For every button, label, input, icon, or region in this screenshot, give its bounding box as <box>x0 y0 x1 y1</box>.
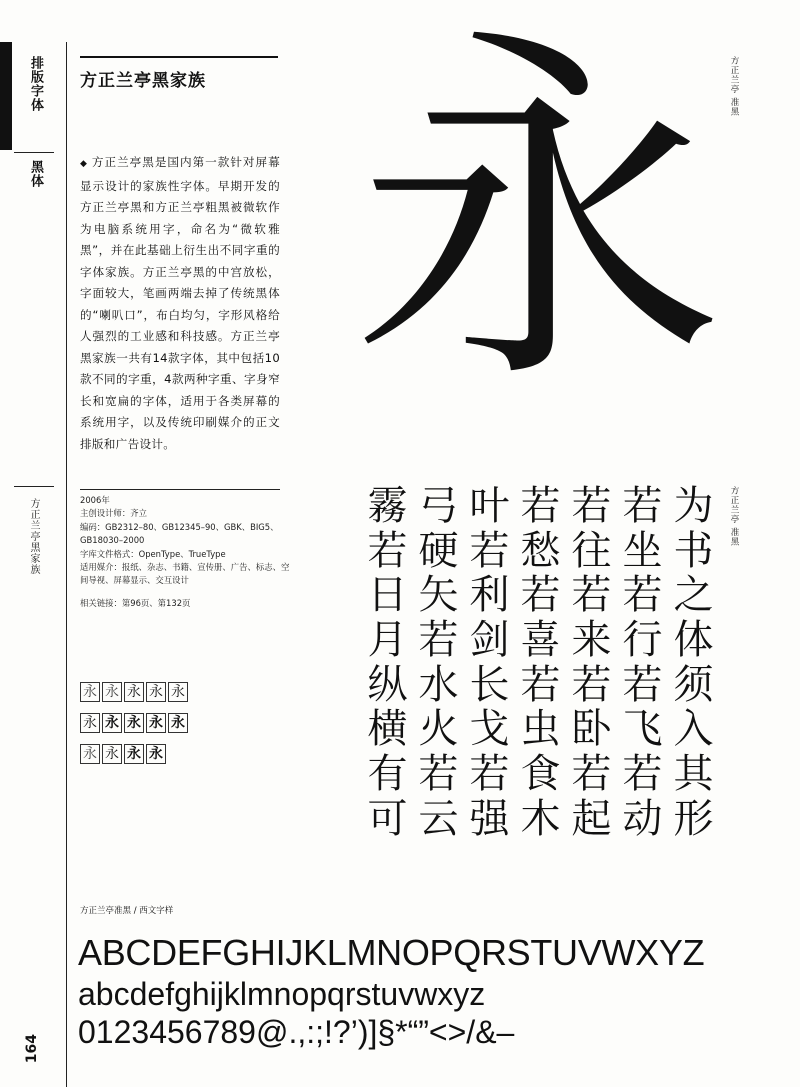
margin-rule <box>66 42 67 1087</box>
character-grid <box>362 484 719 842</box>
weight-sample-char: 永 <box>146 713 166 733</box>
grid-char: 若 <box>418 751 459 798</box>
font-caption: 方正兰亭 准黑 <box>729 56 739 117</box>
grid-char: 愁 <box>520 527 561 574</box>
grid-char: 入 <box>673 706 714 753</box>
title-rule <box>80 56 278 58</box>
grid-char: 叶 <box>469 483 510 529</box>
page-number: 164 <box>24 1034 40 1064</box>
grid-char: 体 <box>673 617 714 664</box>
meta-rule <box>80 489 280 490</box>
grid-char: 水 <box>418 661 459 708</box>
grid-char: 剑 <box>469 617 510 664</box>
grid-char: 若 <box>520 661 561 708</box>
grid-char: 若 <box>469 527 510 574</box>
grid-char: 火 <box>418 706 459 753</box>
weight-sample-char: 永 <box>80 682 100 702</box>
section-marker-bar <box>0 42 12 150</box>
description-text: 方正兰亭黑是国内第一款针对屏幕显示设计的家族性字体。早期开发的方正兰亭黑和方正兰亭粗黑被微软作为电脑系统用字，命名为“微软雅黑”，并在此基础上衍生出不同字重的字体家族。方正兰亭黑的中宫放松，字面较大，笔画两端去掉了传统黑体的“喇叭口”，布白均匀，字形风格给人强烈的工业感和科技感。方正兰亭黑家族一共有14款字体，其中包括10款不同的字重，4款两种字重、字身窄长和宽扁的字体，适用于各类屏幕的系统用字，以及传统印刷媒介的正文排版和广告设计。 <box>80 155 280 451</box>
grid-char: 须 <box>673 661 714 708</box>
weight-sample-char: 永 <box>146 682 166 702</box>
grid-char: 纵 <box>367 661 408 708</box>
weight-sample-char: 永 <box>102 713 122 733</box>
weight-row <box>80 682 190 702</box>
grid-char: 利 <box>469 572 510 619</box>
meta-formats: 字库文件格式：OpenType、TrueType <box>80 548 226 559</box>
grid-char: 日 <box>367 572 408 619</box>
latin-numerals: 0123456789@.,:;!?’)]§*“”<>/&– <box>78 1014 515 1050</box>
grid-char: 横 <box>367 706 408 753</box>
grid-char: 虫 <box>520 706 561 753</box>
grid-char: 有 <box>367 751 408 798</box>
grid-char: 喜 <box>520 617 561 664</box>
weight-sample-char: 永 <box>80 744 100 764</box>
grid-char: 卧 <box>571 706 612 753</box>
grid-char: 若 <box>367 527 408 574</box>
grid-char: 往 <box>571 527 612 574</box>
grid-char: 若 <box>571 572 612 619</box>
grid-char: 长 <box>469 661 510 708</box>
latin-caption: 方正兰亭准黑 / 西文字样 <box>80 906 174 916</box>
meta-encoding: 编码：GB2312–80、GB12345–90、GBK、BIG5、GB18030–2000 <box>80 521 279 546</box>
grid-char: 若 <box>520 572 561 619</box>
grid-char: 若 <box>622 572 663 619</box>
grid-char: 其 <box>673 751 714 798</box>
weight-sample-char: 永 <box>124 713 144 733</box>
grid-char: 月 <box>367 617 408 664</box>
latin-lowercase: abcdefghijklmnopqrstuvwxyz <box>78 976 486 1012</box>
weight-sample-char: 永 <box>168 682 188 702</box>
grid-char: 来 <box>571 617 612 664</box>
grid-char: 食 <box>520 751 561 798</box>
font-metadata <box>80 494 290 610</box>
grid-char: 行 <box>622 617 663 664</box>
latin-uppercase: ABCDEFGHIJKLMNOPQRSTUVWXYZ <box>78 932 705 973</box>
grid-char: 戈 <box>469 706 510 753</box>
grid-char: 若 <box>571 751 612 798</box>
weight-sample-char: 永 <box>124 682 144 702</box>
grid-char: 可 <box>367 795 408 842</box>
grid-char: 强 <box>469 795 510 842</box>
grid-char: 动 <box>622 795 663 842</box>
grid-char: 若 <box>622 483 663 529</box>
weight-sample-char: 永 <box>102 744 122 764</box>
grid-char: 若 <box>622 751 663 798</box>
grid-char: 若 <box>571 483 612 529</box>
divider <box>14 152 54 153</box>
meta-links: 相关链接：第96页、第132页 <box>80 597 191 608</box>
weight-sample-char: 永 <box>168 713 188 733</box>
page-title: 方正兰亭黑家族 <box>80 71 206 91</box>
grid-char: 若 <box>571 661 612 708</box>
description <box>80 152 280 455</box>
weight-sample-char: 永 <box>102 682 122 702</box>
grid-char: 若 <box>622 661 663 708</box>
grid-char: 若 <box>418 617 459 664</box>
meta-usage: 适用媒介：报纸、杂志、书籍、宣传册、广告、标志、空间导视、屏幕显示、交互设计 <box>80 562 290 586</box>
weight-row <box>80 713 190 733</box>
font-caption: 方正兰亭 准黑 <box>729 486 739 547</box>
grid-char: 若 <box>469 751 510 798</box>
grid-char: 若 <box>520 483 561 529</box>
divider <box>14 486 54 487</box>
weight-sample-char: 永 <box>146 744 166 764</box>
grid-char: 云 <box>418 795 459 842</box>
section-label: 排版字体 <box>28 56 43 112</box>
meta-designer: 主创设计师：齐立 <box>80 508 147 519</box>
grid-char: 书 <box>673 527 714 574</box>
grid-char: 矢 <box>418 572 459 619</box>
grid-char: 形 <box>673 795 714 842</box>
bullet-icon: ◆ <box>80 159 88 169</box>
meta-year: 2006年 <box>80 495 110 505</box>
grid-char: 坐 <box>622 527 663 574</box>
weight-sample-char: 永 <box>80 713 100 733</box>
grid-char: 弓 <box>418 483 459 529</box>
family-label: 方正兰亭黑家族 <box>28 498 39 575</box>
grid-char: 飞 <box>622 706 663 753</box>
grid-char: 为 <box>673 483 714 529</box>
grid-char: 硬 <box>418 527 459 574</box>
grid-char: 起 <box>571 795 612 842</box>
grid-char: 木 <box>520 795 561 842</box>
weight-row <box>80 744 190 764</box>
weight-sample-char: 永 <box>124 744 144 764</box>
hero-glyph: 永 <box>352 0 724 430</box>
category-label: 黑体 <box>28 160 43 188</box>
grid-char: 霧 <box>367 483 408 529</box>
weight-samples <box>80 682 190 775</box>
grid-char: 之 <box>673 572 714 619</box>
